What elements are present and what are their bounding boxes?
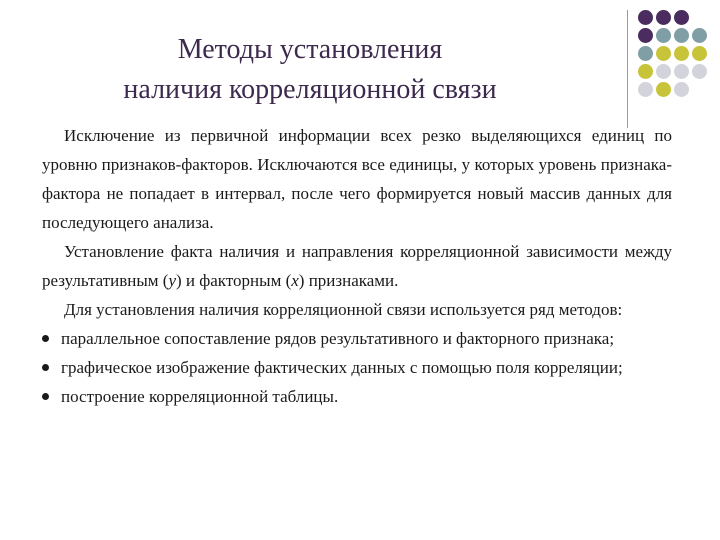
decorative-dot xyxy=(692,28,707,43)
decorative-dot xyxy=(674,10,689,25)
decorative-dot xyxy=(656,82,671,97)
decorative-dot-grid xyxy=(638,10,713,110)
decorative-dot xyxy=(692,46,707,61)
decorative-dot xyxy=(638,46,653,61)
decorative-dot xyxy=(638,10,653,25)
decorative-dot xyxy=(692,64,707,79)
decorative-dot xyxy=(656,64,671,79)
decorative-dot xyxy=(656,10,671,25)
slide-body xyxy=(42,121,672,411)
decorative-vertical-line xyxy=(627,10,628,128)
decorative-dot xyxy=(656,28,671,43)
slide-title xyxy=(20,30,600,110)
decorative-dot xyxy=(674,28,689,43)
list-item-text: графическое изображение фактических данных с помощью поля корреляции; xyxy=(61,358,623,377)
variable-x: x xyxy=(291,271,299,290)
variable-y: y xyxy=(168,271,176,290)
paragraph-exclusion: Исключение из первичной информации всех резко выделяющихся единиц по уровню признаков-факторов. Исключаются все единицы, у которых уровень признака-фактора не попадает в интервал, после чего формируется новый массив данных для последующего анализа. xyxy=(42,126,672,232)
paragraph-establishment-part1: Установление факта наличия и направления корреляционной зависимости между результативным ( xyxy=(42,242,672,290)
bullet-icon xyxy=(42,393,49,400)
list-item xyxy=(42,353,672,382)
decorative-dot xyxy=(674,82,689,97)
paragraph-establishment-part2: ) и факторным ( xyxy=(175,271,292,290)
list-item xyxy=(42,324,672,353)
decorative-dot xyxy=(638,64,653,79)
decorative-dot xyxy=(674,46,689,61)
bullet-icon xyxy=(42,335,49,342)
list-item xyxy=(42,382,672,411)
decorative-dot xyxy=(674,64,689,79)
bullet-icon xyxy=(42,364,49,371)
decorative-dot xyxy=(656,46,671,61)
paragraph-methods-intro: Для установления наличия корреляционной связи используется ряд методов: xyxy=(64,300,623,319)
list-item-text: построение корреляционной таблицы. xyxy=(61,387,339,406)
paragraph-establishment-part3: ) признаками. xyxy=(298,271,399,290)
decorative-dot xyxy=(638,28,653,43)
decorative-dot xyxy=(638,82,653,97)
title-line-2: наличия корреляционной связи xyxy=(123,74,497,105)
paragraph-establishment xyxy=(42,237,672,295)
title-line-1: Методы установления xyxy=(177,34,443,65)
list-item-text: параллельное сопоставление рядов результативного и факторного признака; xyxy=(61,329,615,348)
